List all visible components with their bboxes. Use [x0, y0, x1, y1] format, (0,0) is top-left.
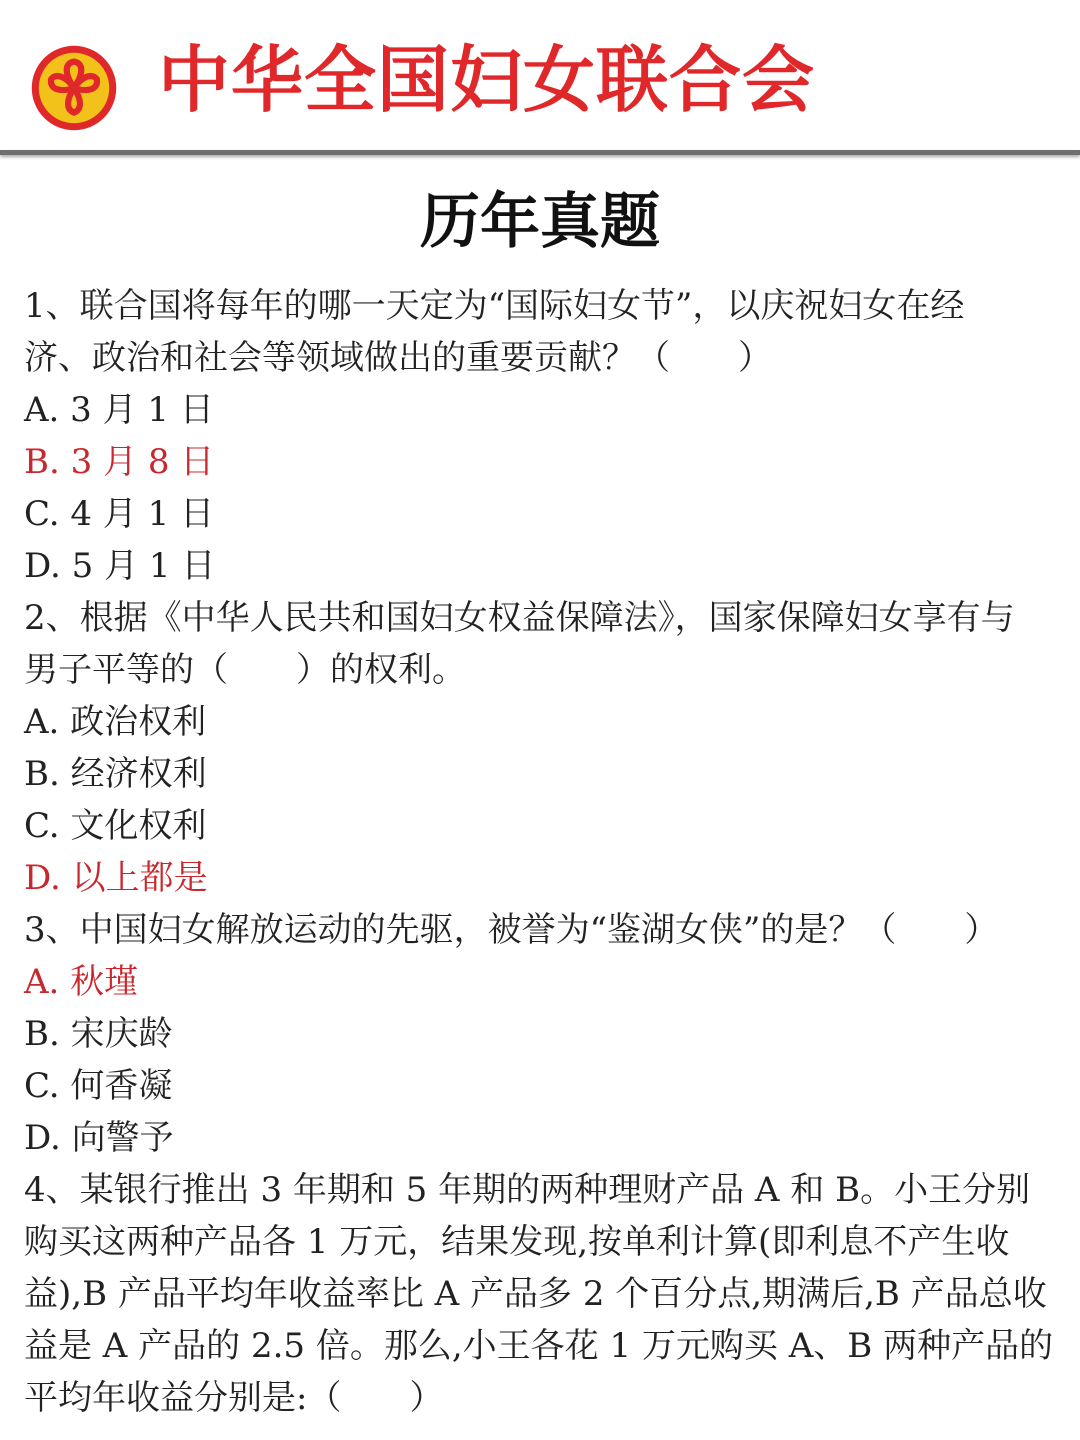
- option-b: B. 经济权利: [24, 754, 207, 794]
- page-header: [0, 0, 1080, 152]
- option-a: A. 3 月 1 日: [24, 390, 214, 430]
- option-a-answer: A. 秋瑾: [24, 962, 139, 1002]
- question-text: 益是 A 产品的 2.5 倍。那么,小王各花 1 万元购买 A、B 两种产品的: [24, 1326, 1054, 1366]
- question-text: 1、联合国将每年的哪一天定为“国际妇女节”，以庆祝妇女在经: [24, 286, 965, 326]
- question-text: 购买这两种产品各 1 万元，结果发现,按单利计算(即利息不产生收: [24, 1222, 1010, 1262]
- option-a: A. 政治权利: [24, 702, 207, 742]
- option-c: C. 4 月 1 日: [24, 494, 215, 534]
- question-1: [24, 280, 1056, 592]
- option-d: D. 5 月 1 日: [24, 546, 216, 586]
- organization-name: 中华全国妇女联合会: [158, 38, 816, 122]
- option-d: D. 向警予: [24, 1118, 174, 1158]
- option-c: C. 文化权利: [24, 806, 207, 846]
- option-b-answer: B. 3 月 8 日: [24, 442, 215, 482]
- question-text: 4、某银行推出 3 年期和 5 年期的两种理财产品 A 和 B。小王分别: [24, 1170, 1031, 1210]
- womens-federation-emblem-icon: [30, 44, 118, 132]
- question-4: [24, 1164, 1056, 1424]
- question-2: [24, 592, 1056, 904]
- question-text: 益),B 产品平均年收益率比 A 产品多 2 个百分点,期满后,B 产品总收: [24, 1274, 1047, 1314]
- question-list: [24, 280, 1056, 1424]
- question-text: 济、政治和社会等领域做出的重要贡献？（ ）: [24, 338, 772, 378]
- page-title: 历年真题: [420, 187, 660, 257]
- header-divider: [0, 150, 1080, 155]
- option-b: B. 宋庆龄: [24, 1014, 173, 1054]
- question-text: 2、根据《中华人民共和国妇女权益保障法》，国家保障妇女享有与: [24, 598, 1015, 638]
- option-c: C. 何香凝: [24, 1066, 173, 1106]
- option-d-answer: D. 以上都是: [24, 858, 208, 898]
- question-text: 男子平等的（ ）的权利。: [24, 650, 466, 690]
- question-3: [24, 904, 1056, 1164]
- question-text: 平均年收益分别是:（ ）: [24, 1378, 444, 1418]
- question-text: 3、中国妇女解放运动的先驱，被誉为“鉴湖女侠”的是？（ ）: [24, 910, 999, 950]
